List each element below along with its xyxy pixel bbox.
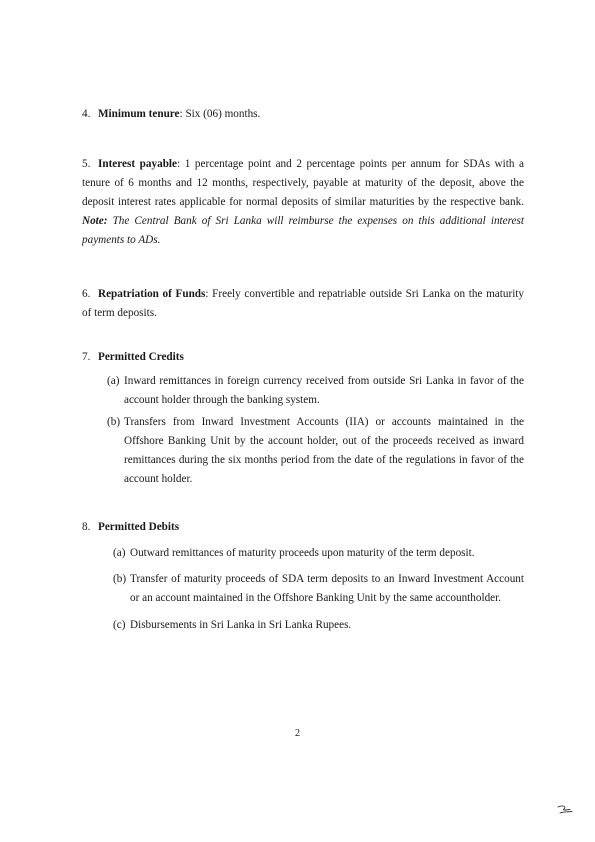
page-number: 2 bbox=[295, 728, 300, 739]
handwritten-initial-mark bbox=[556, 803, 574, 815]
list-item-credit-a bbox=[107, 372, 524, 410]
section-text: Six (06) months. bbox=[182, 108, 261, 120]
list-item-credit-b bbox=[107, 413, 524, 489]
list-item-debit-a bbox=[113, 544, 524, 563]
section-number: 7. bbox=[82, 351, 91, 363]
list-item-text: Inward remittances in foreign currency received from outside Sri Lanka in favor of the account holder through the banking system. bbox=[124, 375, 524, 406]
list-item-debit-b bbox=[113, 570, 524, 608]
section-number: 4. bbox=[82, 108, 91, 120]
list-item-text: Transfer of maturity proceeds of SDA term deposits to an Inward Investment Account or an account maintained in the Offshore Banking Unit by the same accountholder. bbox=[130, 573, 524, 604]
list-marker: (c) bbox=[113, 619, 126, 631]
section-colon: : bbox=[177, 158, 181, 170]
section-permitted-debits bbox=[82, 518, 524, 537]
section-interest-payable bbox=[82, 155, 524, 250]
section-label: Repatriation of Funds bbox=[98, 288, 206, 300]
section-minimum-tenure bbox=[82, 105, 524, 124]
list-marker: (a) bbox=[113, 547, 126, 559]
section-number: 5. bbox=[82, 158, 91, 170]
section-label: Permitted Debits bbox=[98, 521, 180, 533]
list-marker: (a) bbox=[107, 375, 120, 387]
list-item-text: Outward remittances of maturity proceeds upon maturity of the term deposit. bbox=[130, 547, 475, 559]
list-item-text: Disbursements in Sri Lanka in Sri Lanka Rupees. bbox=[130, 619, 352, 631]
list-item-text: Transfers from Inward Investment Accounts (IIA) or accounts maintained in the Offshore Banking Unit by the account holder, out of the proceeds received as inward remittances during the six months period from the date of the regulations in favor of the account holder. bbox=[124, 416, 524, 485]
section-label: Interest payable bbox=[98, 158, 177, 170]
note-text: The Central Bank of Sri Lanka will reimburse the expenses on this additional interest payments to ADs. bbox=[82, 215, 524, 246]
list-marker: (b) bbox=[107, 416, 121, 428]
section-colon: : bbox=[205, 288, 209, 300]
note-label: Note: bbox=[82, 215, 108, 227]
section-colon: : bbox=[179, 108, 183, 120]
section-label: Permitted Credits bbox=[98, 351, 184, 363]
section-text: 1 percentage point and 2 percentage points per annum for SDAs with a tenure of 6 months and 12 months, respectively, payable at maturity of the deposit, above the deposit interest rates applicable for normal deposits of similar maturities by the respective bank. bbox=[82, 158, 525, 208]
section-text: Freely convertible and repatriable outside Sri Lanka on the maturity of term deposits. bbox=[82, 288, 525, 319]
section-number: 8. bbox=[82, 521, 91, 533]
section-repatriation-of-funds bbox=[82, 285, 524, 323]
section-number: 6. bbox=[82, 288, 91, 300]
section-permitted-credits bbox=[82, 348, 524, 367]
section-label: Minimum tenure bbox=[98, 108, 180, 120]
list-item-debit-c bbox=[113, 616, 524, 635]
list-marker: (b) bbox=[113, 573, 127, 585]
